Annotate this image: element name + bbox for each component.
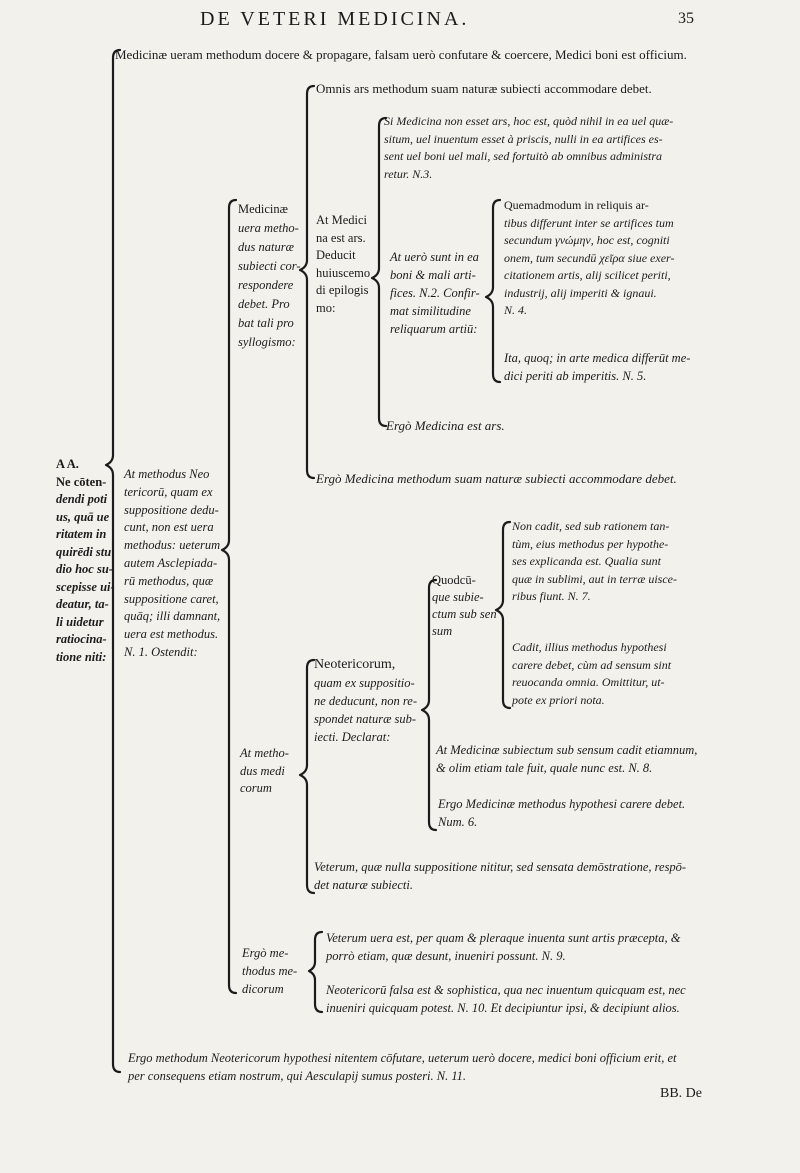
margin-note-line: Ne cōten- [56, 474, 107, 489]
ergo-medicinae-methodus [438, 795, 685, 831]
neotericorum-declarat [314, 656, 417, 746]
veterum-line: Veterum, quæ nulla suppositione nititur, sed sensata demōstratione, respō- [314, 860, 687, 874]
at-medicinae-subiectum [436, 741, 697, 777]
subiectum-line: & olim etiam tale fuit, quale nunc est. N. 8. [436, 761, 653, 775]
non-cadit-line: ses explicanda est. Qualia sunt [512, 554, 661, 568]
margin-note-line: us, quā ue [56, 509, 110, 524]
neotericorum-falsa [326, 981, 686, 1017]
quemadmodum-line: N. 4. [504, 303, 528, 317]
si-medicina-line: situm, uel inuentum esset à priscis, nulli in ea artifices es- [384, 131, 663, 146]
premise-line: respondere [238, 278, 294, 292]
brace-ergo-medicorum [309, 932, 322, 1012]
quemadmodum-line: industrij, alij imperiti & ignaui. [504, 285, 657, 300]
neotericorum-falsa-line: Neotericorū falsa est & sophistica, qua nec inuentum quicquam est, nec [326, 983, 686, 997]
premise-line: dus naturæ [238, 240, 294, 254]
premise-line: uera metho- [238, 221, 299, 235]
methodus-medicorum-line: corum [240, 781, 272, 795]
methodus-medicorum-line: At metho- [240, 746, 289, 760]
ita-quoque-line: Ita, quoq; in arte medica differūt me- [504, 351, 691, 365]
non-cadit-line: Non cadit, sed sub rationem tan- [512, 519, 670, 533]
at-uero-line: mat similitudine [390, 304, 471, 318]
margin-note-line: ritatem in [56, 527, 107, 541]
non-cadit [512, 518, 677, 606]
top-statement: Medicinæ ueram methodum docere & propagare, falsam uerò confutare & coercere, Medici boni est officium. [115, 47, 687, 62]
page-number: 35 [678, 10, 694, 27]
at-methodus-line: N. 1. Ostendit: [124, 644, 198, 659]
at-medicina-line: na est ars. [316, 230, 366, 245]
brace-syllogism [300, 86, 314, 478]
signature-mark: BB. De [660, 1086, 702, 1101]
premise-line: subiecti cor- [238, 259, 301, 273]
brace-proof [222, 200, 236, 993]
at-methodus-line: rū methodus, quæ [124, 573, 214, 588]
neotericorum-line: spondet naturæ sub- [314, 712, 417, 726]
ergo-medicinae-line: Ergo Medicinæ methodus hypothesi carere debet. [438, 797, 686, 811]
premise-line: syllogismo: [238, 335, 296, 349]
cadit [512, 639, 671, 709]
at-medicina-line: Deducit [316, 248, 356, 262]
si-medicina-line: sent uel boni uel mali, sed fortuitò ab omnibus administra [384, 149, 662, 163]
at-methodus-line: autem Asclepiada- [124, 555, 218, 570]
non-cadit-line: tùm, eius methodus per hypothe- [512, 536, 669, 551]
veterum-methodus [314, 858, 686, 894]
at-methodus-line: At methodus Neo [124, 467, 210, 481]
methodus-medicorum-line: dus medi [240, 763, 285, 778]
cadit-line: reuocanda omnia. Omittitur, ut- [512, 675, 665, 689]
at-medicina-est-ars [316, 212, 370, 317]
non-cadit-line: quæ in sublimi, aut in terræ uisce- [512, 571, 677, 586]
non-cadit-line: ribus fiunt. N. 7. [512, 589, 591, 603]
conclusion [128, 1049, 677, 1085]
margin-note-line: li uidetur [56, 614, 104, 629]
cadit-line: pote ex priori nota. [512, 692, 605, 707]
ergo-methodum: Ergò Medicina methodum suam naturæ subiecti accommodare debet. [316, 471, 677, 486]
si-medicina [384, 113, 673, 183]
margin-note [56, 456, 115, 666]
ergo-ars: Ergò Medicina est ars. [386, 418, 505, 433]
quodcumque-line: ctum sub sen [432, 607, 497, 621]
at-medicina-line: huiuscemo [316, 265, 371, 280]
at-methodus-line: cunt, non est uera [124, 520, 214, 535]
ergo-medicinae-line: Num. 6. [438, 815, 478, 829]
premise-line: bat tali pro [238, 316, 294, 330]
ergo-medicorum-line: thodus me- [242, 964, 298, 978]
at-uero-line: boni & mali arti- [390, 268, 476, 282]
margin-note-line: A A. [56, 457, 79, 471]
neotericorum-line: iecti. Declarat: [314, 730, 391, 744]
cadit-line: carere debet, cùm ad sensum sint [512, 657, 672, 672]
at-methodus-line: suppositione caret, [124, 591, 219, 606]
margin-note-line: scepisse ui- [56, 579, 115, 594]
veterum-vera [326, 929, 680, 965]
premise-major [238, 200, 301, 352]
premise-line: debet. Pro [238, 297, 290, 311]
at-uero-line: reliquarum artiū: [390, 322, 478, 336]
margin-note-line: deatur, ta- [56, 597, 109, 611]
premise-line: Medicinæ [238, 202, 288, 216]
at-methodus-line: quāq; illi damnant, [124, 609, 221, 624]
at-methodus-line: uera est methodus. [124, 627, 219, 642]
running-header: DE VETERI MEDICINA. [200, 8, 470, 30]
conclusion-line: per consequens etiam nostrum, qui Aesculapij sumus posteri. N. 11. [128, 1069, 467, 1083]
brace-medicorum [300, 660, 314, 893]
quemadmodum-line: Quemadmodum in reliquis ar- [504, 198, 649, 212]
quemadmodum-line: tibus differunt inter se artifices tum [504, 215, 674, 230]
veterum-line: det naturæ subiecti. [314, 878, 413, 892]
omnis-ars: Omnis ars methodum suam naturæ subiecti accommodare debet. [316, 81, 652, 96]
quemadmodum-line: citationem artis, alij scilicet periti, [504, 268, 671, 282]
ita-quoque [504, 349, 690, 385]
conclusion-line: Ergo methodum Neotericorum hypothesi nitentem cōfutare, ueterum uerò docere, medici boni officium erit, et [128, 1051, 677, 1065]
margin-note-line: dendi poti [56, 492, 108, 506]
at-medicina-line: At Medici [316, 213, 368, 227]
at-methodus-medicorum [240, 745, 289, 798]
at-methodus-line: methodus: ueterum [124, 538, 221, 553]
quemadmodum-line: secundum γνώμην, hoc est, cogniti [504, 233, 670, 247]
at-uero-line: At uerò sunt in ea [390, 250, 479, 264]
neotericorum-line: ne deducunt, non re- [314, 694, 417, 708]
veterum-vera-line: Veterum uera est, per quam & pleraque inuenta sunt artis præcepta, & [326, 931, 681, 945]
ergo-medicorum-line: dicorum [242, 982, 284, 996]
ergo-medicorum-line: Ergò me- [242, 946, 289, 960]
brace-artifices [486, 200, 500, 382]
quodcumque-line: que subie- [432, 590, 484, 604]
quemadmodum-line: onem, tum secundū χεῖρα siue exer- [504, 250, 675, 265]
margin-note-line: quirēdi stu [56, 544, 112, 559]
subiectum-line: At Medicinæ subiectum sub sensum cadit etiamnum, [436, 743, 698, 757]
at-methodus-line: suppositione dedu- [124, 502, 219, 517]
margin-note-line: dio hoc su- [56, 562, 113, 576]
quodcumque-line: Quodcū- [432, 573, 476, 587]
at-uero-line: fices. N.2. Confir- [390, 286, 480, 300]
at-uero-sunt [390, 248, 480, 338]
si-medicina-line: retur. N.3. [384, 166, 433, 181]
ita-quoque-line: dici periti ab imperitis. N. 5. [504, 369, 647, 383]
ergo-methodus-medicorum [242, 944, 297, 998]
at-medicina-line: mo: [316, 300, 336, 315]
at-medicina-line: di epilogis [316, 283, 369, 297]
margin-note-line: ratiocina- [56, 632, 107, 646]
quodcumque-line: sum [432, 624, 453, 638]
brace-quodcumque [496, 522, 510, 708]
si-medicina-line: Si Medicina non esset ars, hoc est, quòd nihil in ea uel quæ- [384, 114, 674, 128]
veterum-vera-line: porrò etiam, quæ desunt, inueniri possunt. N. 9. [326, 949, 566, 963]
margin-note-line: tione niti: [56, 649, 107, 664]
quemadmodum [504, 197, 674, 320]
neotericorum-line: Neotericorum, [314, 657, 396, 672]
at-methodus-neotericorum [124, 466, 220, 662]
neotericorum-falsa-line: inueniri quicquam potest. N. 10. Et decipiuntur ipsi, & decipiunt alios. [326, 1001, 680, 1015]
neotericorum-line: quam ex suppositio- [314, 676, 415, 690]
cadit-line: Cadit, illius methodus hypothesi [512, 640, 667, 654]
at-methodus-line: tericorū, quam ex [124, 484, 213, 499]
quodcumque [432, 572, 497, 640]
